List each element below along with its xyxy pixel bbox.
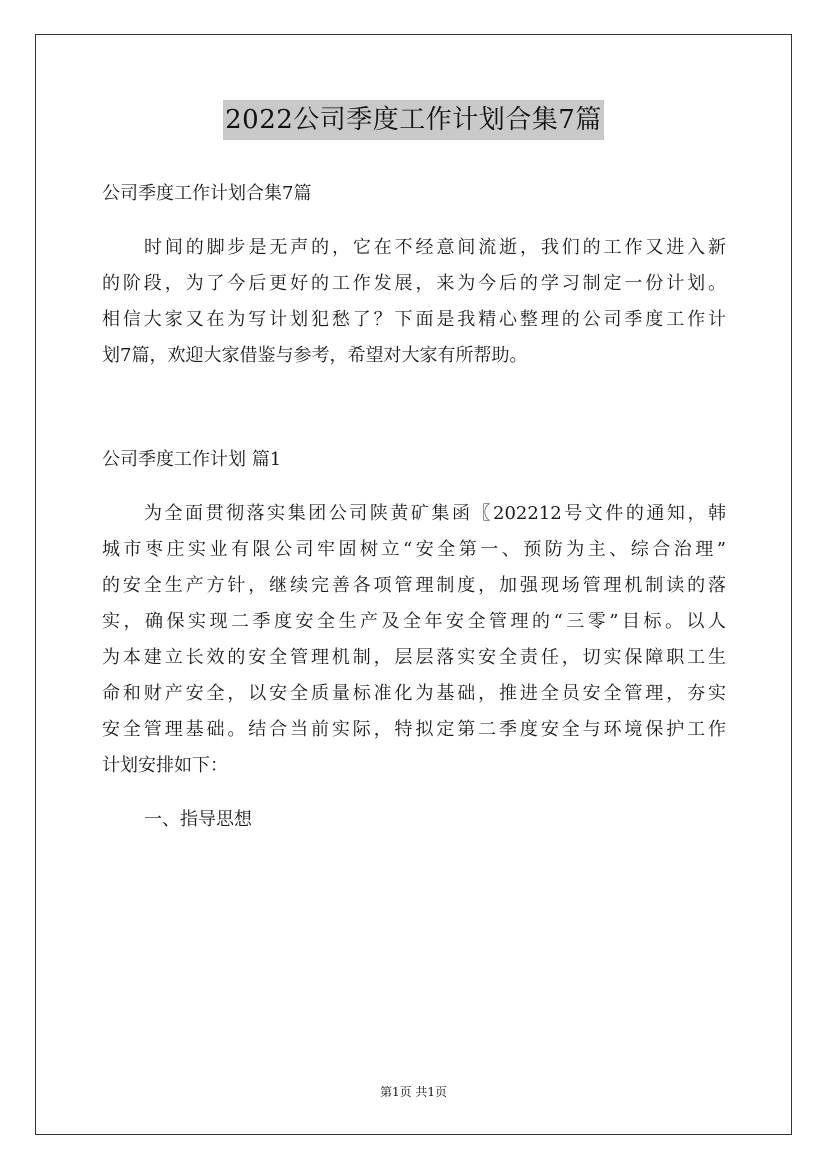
paragraph-line: 安全管理基础。结合当前实际，特拟定第二季度安全与环境保护工作 <box>102 719 726 740</box>
intro-paragraph <box>102 230 726 374</box>
paragraph-line: 命和财产安全，以安全质量标准化为基础，推进全员安全管理，夯实 <box>102 683 726 704</box>
section-heading: 公司季度工作计划 篇1 <box>102 449 282 470</box>
title-container <box>0 100 827 140</box>
paragraph-line: 城市枣庄实业有限公司牢固树立“安全第一、预防为主、综合治理” <box>102 539 726 560</box>
sub-heading: 一、指导思想 <box>144 809 252 830</box>
paragraph-line: 计划安排如下： <box>102 755 228 776</box>
document-body <box>102 176 726 838</box>
paragraph-line: 划7篇，欢迎大家借鉴与参考，希望对大家有所帮助。 <box>102 345 528 366</box>
paragraph-line: 实，确保实现二季度安全生产及全年安全管理的“三零”目标。以人 <box>102 611 726 632</box>
section-paragraph <box>102 496 726 784</box>
paragraph-line: 的安全生产方针，继续完善各项管理制度，加强现场管理机制读的落 <box>102 575 726 596</box>
document-title: 2022公司季度工作计划合集7篇 <box>223 100 604 140</box>
paragraph-line: 相信大家又在为写计划犯愁了？下面是我精心整理的公司季度工作计 <box>102 309 726 330</box>
page-footer: 第1页 共1页 <box>379 1085 448 1099</box>
document-subtitle: 公司季度工作计划合集7篇 <box>102 183 312 204</box>
paragraph-line: 的阶段，为了今后更好的工作发展，来为今后的学习制定一份计划。 <box>102 273 726 294</box>
paragraph-line: 为全面贯彻落实集团公司陕黄矿集函〖202212号文件的通知，韩 <box>144 503 726 524</box>
paragraph-line: 为本建立长效的安全管理机制，层层落实安全责任，切实保障职工生 <box>102 647 726 668</box>
paragraph-line: 时间的脚步是无声的，它在不经意间流逝，我们的工作又进入新 <box>144 237 726 258</box>
